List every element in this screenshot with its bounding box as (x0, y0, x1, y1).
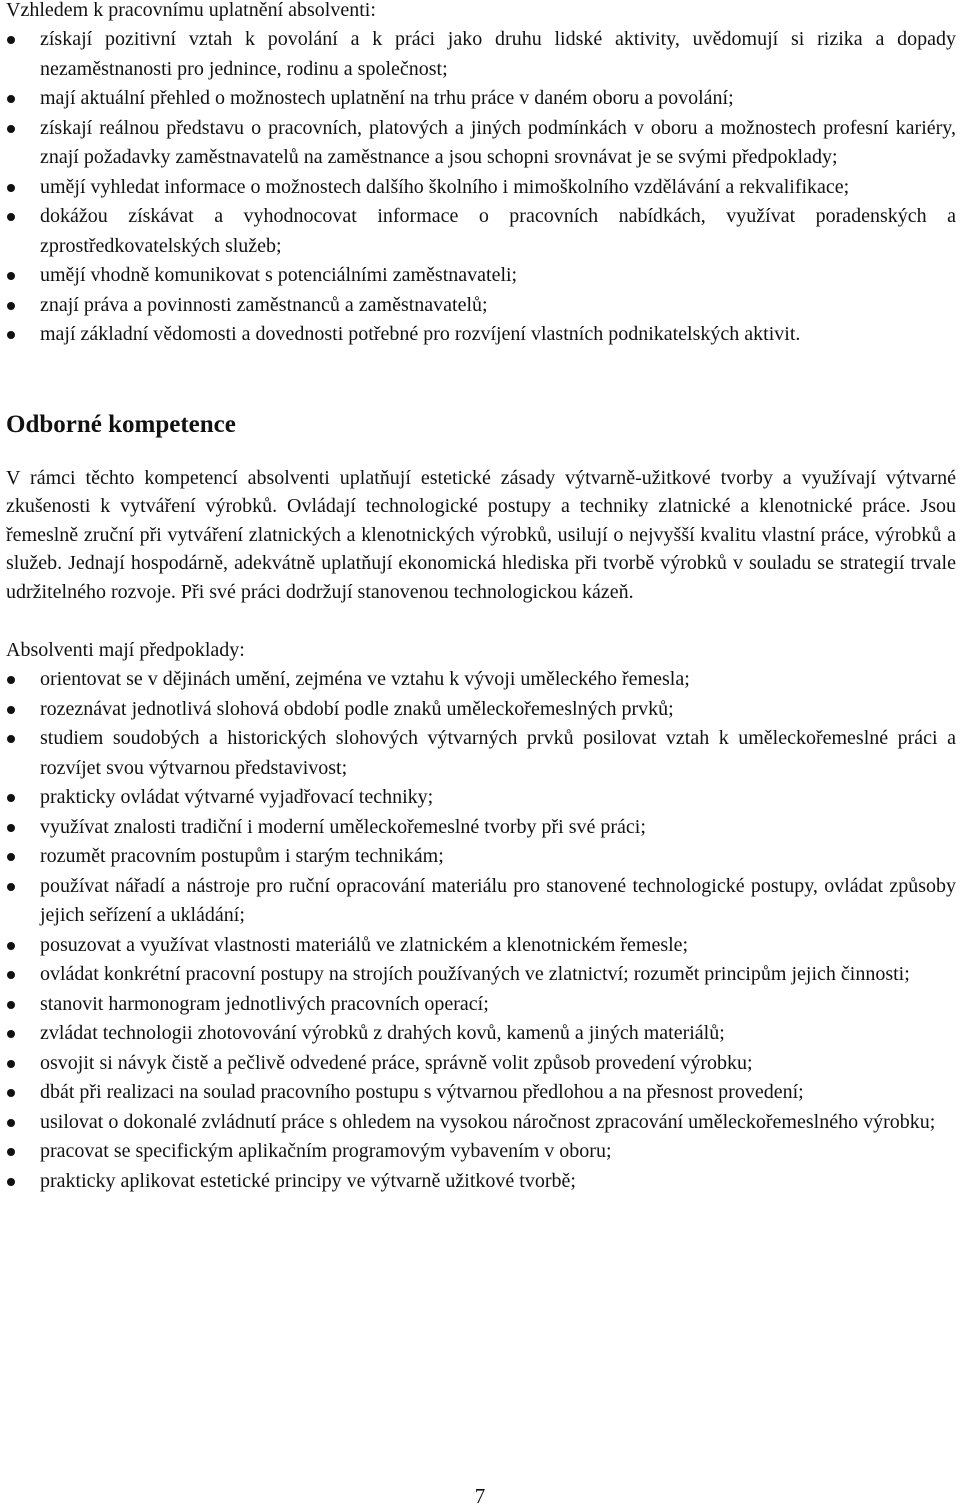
list-item: získají pozitivní vztah k povolání a k práci jako druhu lidské aktivity, uvědomují si rizika a dopady nezaměstnanosti pro jednince, rodinu a společnost; (6, 25, 956, 84)
employment-intro: Vzhledem k pracovnímu uplatnění absolventi: (6, 0, 376, 21)
list-item: pracovat se specifickým aplikačním programovým vybavením v oboru; (6, 1137, 956, 1167)
professional-paragraph: V rámci těchto kompetencí absolventi uplatňují estetické zásady výtvarně-užitkové tvorby a využívají výtvarné zkušenosti k vytváření výrobků. Ovládají technologické postupy a techniky zlatnické a klenotnické práce. Jsou řemeslně zruční při vytváření zlatnických a klenotnických výrobků, usilují o nejvyšší kvalitu vlastní práce, výrobků a služeb. Jednají hospodárně, adekvátně uplatňují ekonomická hlediska při tvorbě výrobků v souladu se strategií trvale udržitelného rozvoje. Při své práci dodržují stanovenou technologickou kázeň. (6, 466, 956, 603)
professional-intro: Absolventi mají předpoklady: (6, 639, 245, 661)
list-item: prakticky aplikovat estetické principy ve výtvarně užitkové tvorbě; (6, 1167, 956, 1197)
list-item: dbát při realizaci na soulad pracovního postupu s výtvarnou předlohou a na přesnost provedení; (6, 1078, 956, 1108)
list-item: prakticky ovládat výtvarné vyjadřovací techniky; (6, 783, 956, 813)
list-item: rozeznávat jednotlivá slohová období podle znaků uměleckořemeslných prvků; (6, 695, 956, 725)
list-item: osvojit si návyk čistě a pečlivě odvedené práce, správně volit způsob provedení výrobku; (6, 1049, 956, 1079)
list-item: posuzovat a využívat vlastnosti materiálů ve zlatnickém a klenotnickém řemesle; (6, 931, 956, 961)
professional-list (6, 665, 956, 1196)
list-item: zvládat technologii zhotovování výrobků z drahých kovů, kamenů a jiných materiálů; (6, 1019, 956, 1049)
page-number: 7 (474, 1484, 486, 1508)
list-item: stanovit harmonogram jednotlivých pracovních operací; (6, 990, 956, 1020)
list-item: studiem soudobých a historických slohových výtvarných prvků posilovat vztah k uměleckořemeslné práci a rozvíjet svou výtvarnou představivost; (6, 724, 956, 783)
list-item: používat nářadí a nástroje pro ruční opracování materiálu pro stanovené technologické postupy, ovládat způsoby jejich seřízení a ukládání; (6, 872, 956, 931)
list-item: získají reálnou představu o pracovních, platových a jiných podmínkách v oboru a možnostech profesní kariéry, znají požadavky zaměstnavatelů na zaměstnance a jsou schopni srovnávat je se svými předpoklady; (6, 114, 956, 173)
list-item: mají aktuální přehled o možnostech uplatnění na trhu práce v daném oboru a povolání; (6, 84, 956, 114)
section-heading: Odborné kompetence (6, 410, 236, 438)
employment-list (6, 25, 956, 350)
list-item: usilovat o dokonalé zvládnutí práce s ohledem na vysokou náročnost zpracování uměleckořemeslného výrobku; (6, 1108, 956, 1138)
list-item: znají práva a povinnosti zaměstnanců a zaměstnavatelů; (6, 291, 956, 321)
list-item: využívat znalosti tradiční i moderní uměleckořemeslné tvorby při své práci; (6, 813, 956, 843)
list-item: rozumět pracovním postupům i starým technikám; (6, 842, 956, 872)
list-item: mají základní vědomosti a dovednosti potřebné pro rozvíjení vlastních podnikatelských aktivit. (6, 320, 956, 350)
list-item: ovládat konkrétní pracovní postupy na strojích používaných ve zlatnictví; rozumět principům jejich činnosti; (6, 960, 956, 990)
list-item: umějí vyhledat informace o možnostech dalšího školního i mimoškolního vzdělávání a rekvalifikace; (6, 173, 956, 203)
list-item: orientovat se v dějinách umění, zejména ve vztahu k vývoji uměleckého řemesla; (6, 665, 956, 695)
list-item: umějí vhodně komunikovat s potenciálními zaměstnavateli; (6, 261, 956, 291)
list-item: dokážou získávat a vyhodnocovat informace o pracovních nabídkách, využívat poradenských a zprostředkovatelských služeb; (6, 202, 956, 261)
